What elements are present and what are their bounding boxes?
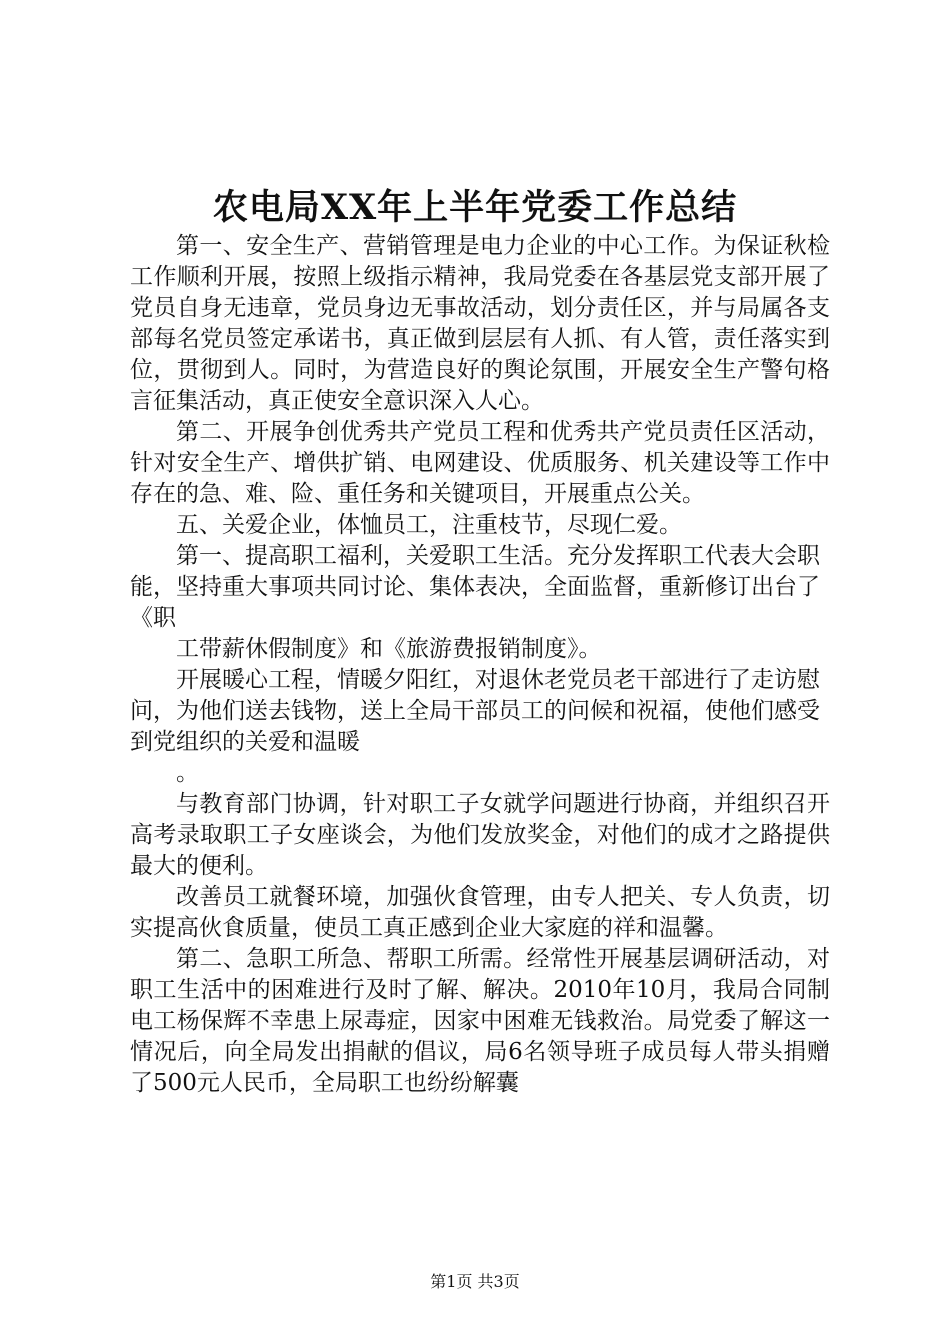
paragraph-section-five-heading: 五、关爱企业，体恤员工，注重枝节，尽现仁爱。 bbox=[176, 512, 682, 538]
paragraph-leave-policy: 工带薪休假制度》和《旅游费报销制度》。 bbox=[176, 636, 602, 662]
paragraph-party-member-project: 第二、开展争创优秀共产党员工程和优秀共产党员责任区活动，针对安全生产、增供扩销、电网建设、优质服务、机关建设等工作中存在的急、难、险、重任务和关键项目，开展重点公关。 bbox=[130, 419, 830, 507]
paragraph-education-coordination: 与教育部门协调，针对职工子女就学问题进行协商，并组织召开高考录取职工子女座谈会，为他们发放奖金，对他们的成才之路提供最大的便利。 bbox=[130, 791, 830, 879]
paragraph-employee-assistance: 第二、急职工所急、帮职工所需。经常性开展基层调研活动，对职工生活中的困难进行及时了解、解决。2010年10月，我局合同制电工杨保辉不幸患上尿毒症，因家中困难无钱救治。局党委了解这一情况后，向全局发出捐献的倡议，局6名领导班子成员每人带头捐赠了500元人民币，全局职工也纷纷解囊 bbox=[130, 946, 830, 1096]
document-title: 农电局XX年上半年党委工作总结 bbox=[212, 187, 738, 228]
paragraph-dining-environment: 改善员工就餐环境，加强伙食管理，由专人把关、专人负责，切实提高伙食质量，使员工真正感到企业大家庭的祥和温馨。 bbox=[130, 884, 830, 941]
page-number-footer: 第1页 共3页 bbox=[430, 1272, 520, 1291]
paragraph-employee-welfare: 第一、提高职工福利，关爱职工生活。充分发挥职工代表大会职能，坚持重大事项共同讨论、集体表决，全面监督，重新修订出台了《职 bbox=[130, 543, 820, 631]
paragraph-safety-production: 第一、安全生产、营销管理是电力企业的中心工作。为保证秋检工作顺利开展，按照上级指示精神，我局党委在各基层党支部开展了党员自身无违章，党员身边无事故活动，划分责任区，并与局属各支部每名党员签定承诺书，真正做到层层有人抓、有人管，责任落实到位，贯彻到人。同时，为营造良好的舆论氛围，开展安全生产警句格言征集活动，真正使安全意识深入人心。 bbox=[130, 233, 830, 414]
paragraph-period-fragment: 。 bbox=[176, 760, 199, 786]
paragraph-warm-heart-project: 开展暖心工程，情暖夕阳红，对退休老党员老干部进行了走访慰问，为他们送去钱物，送上全局干部员工的问候和祝福，使他们感受到党组织的关爱和温暖 bbox=[130, 667, 820, 755]
document-body bbox=[130, 231, 830, 1099]
